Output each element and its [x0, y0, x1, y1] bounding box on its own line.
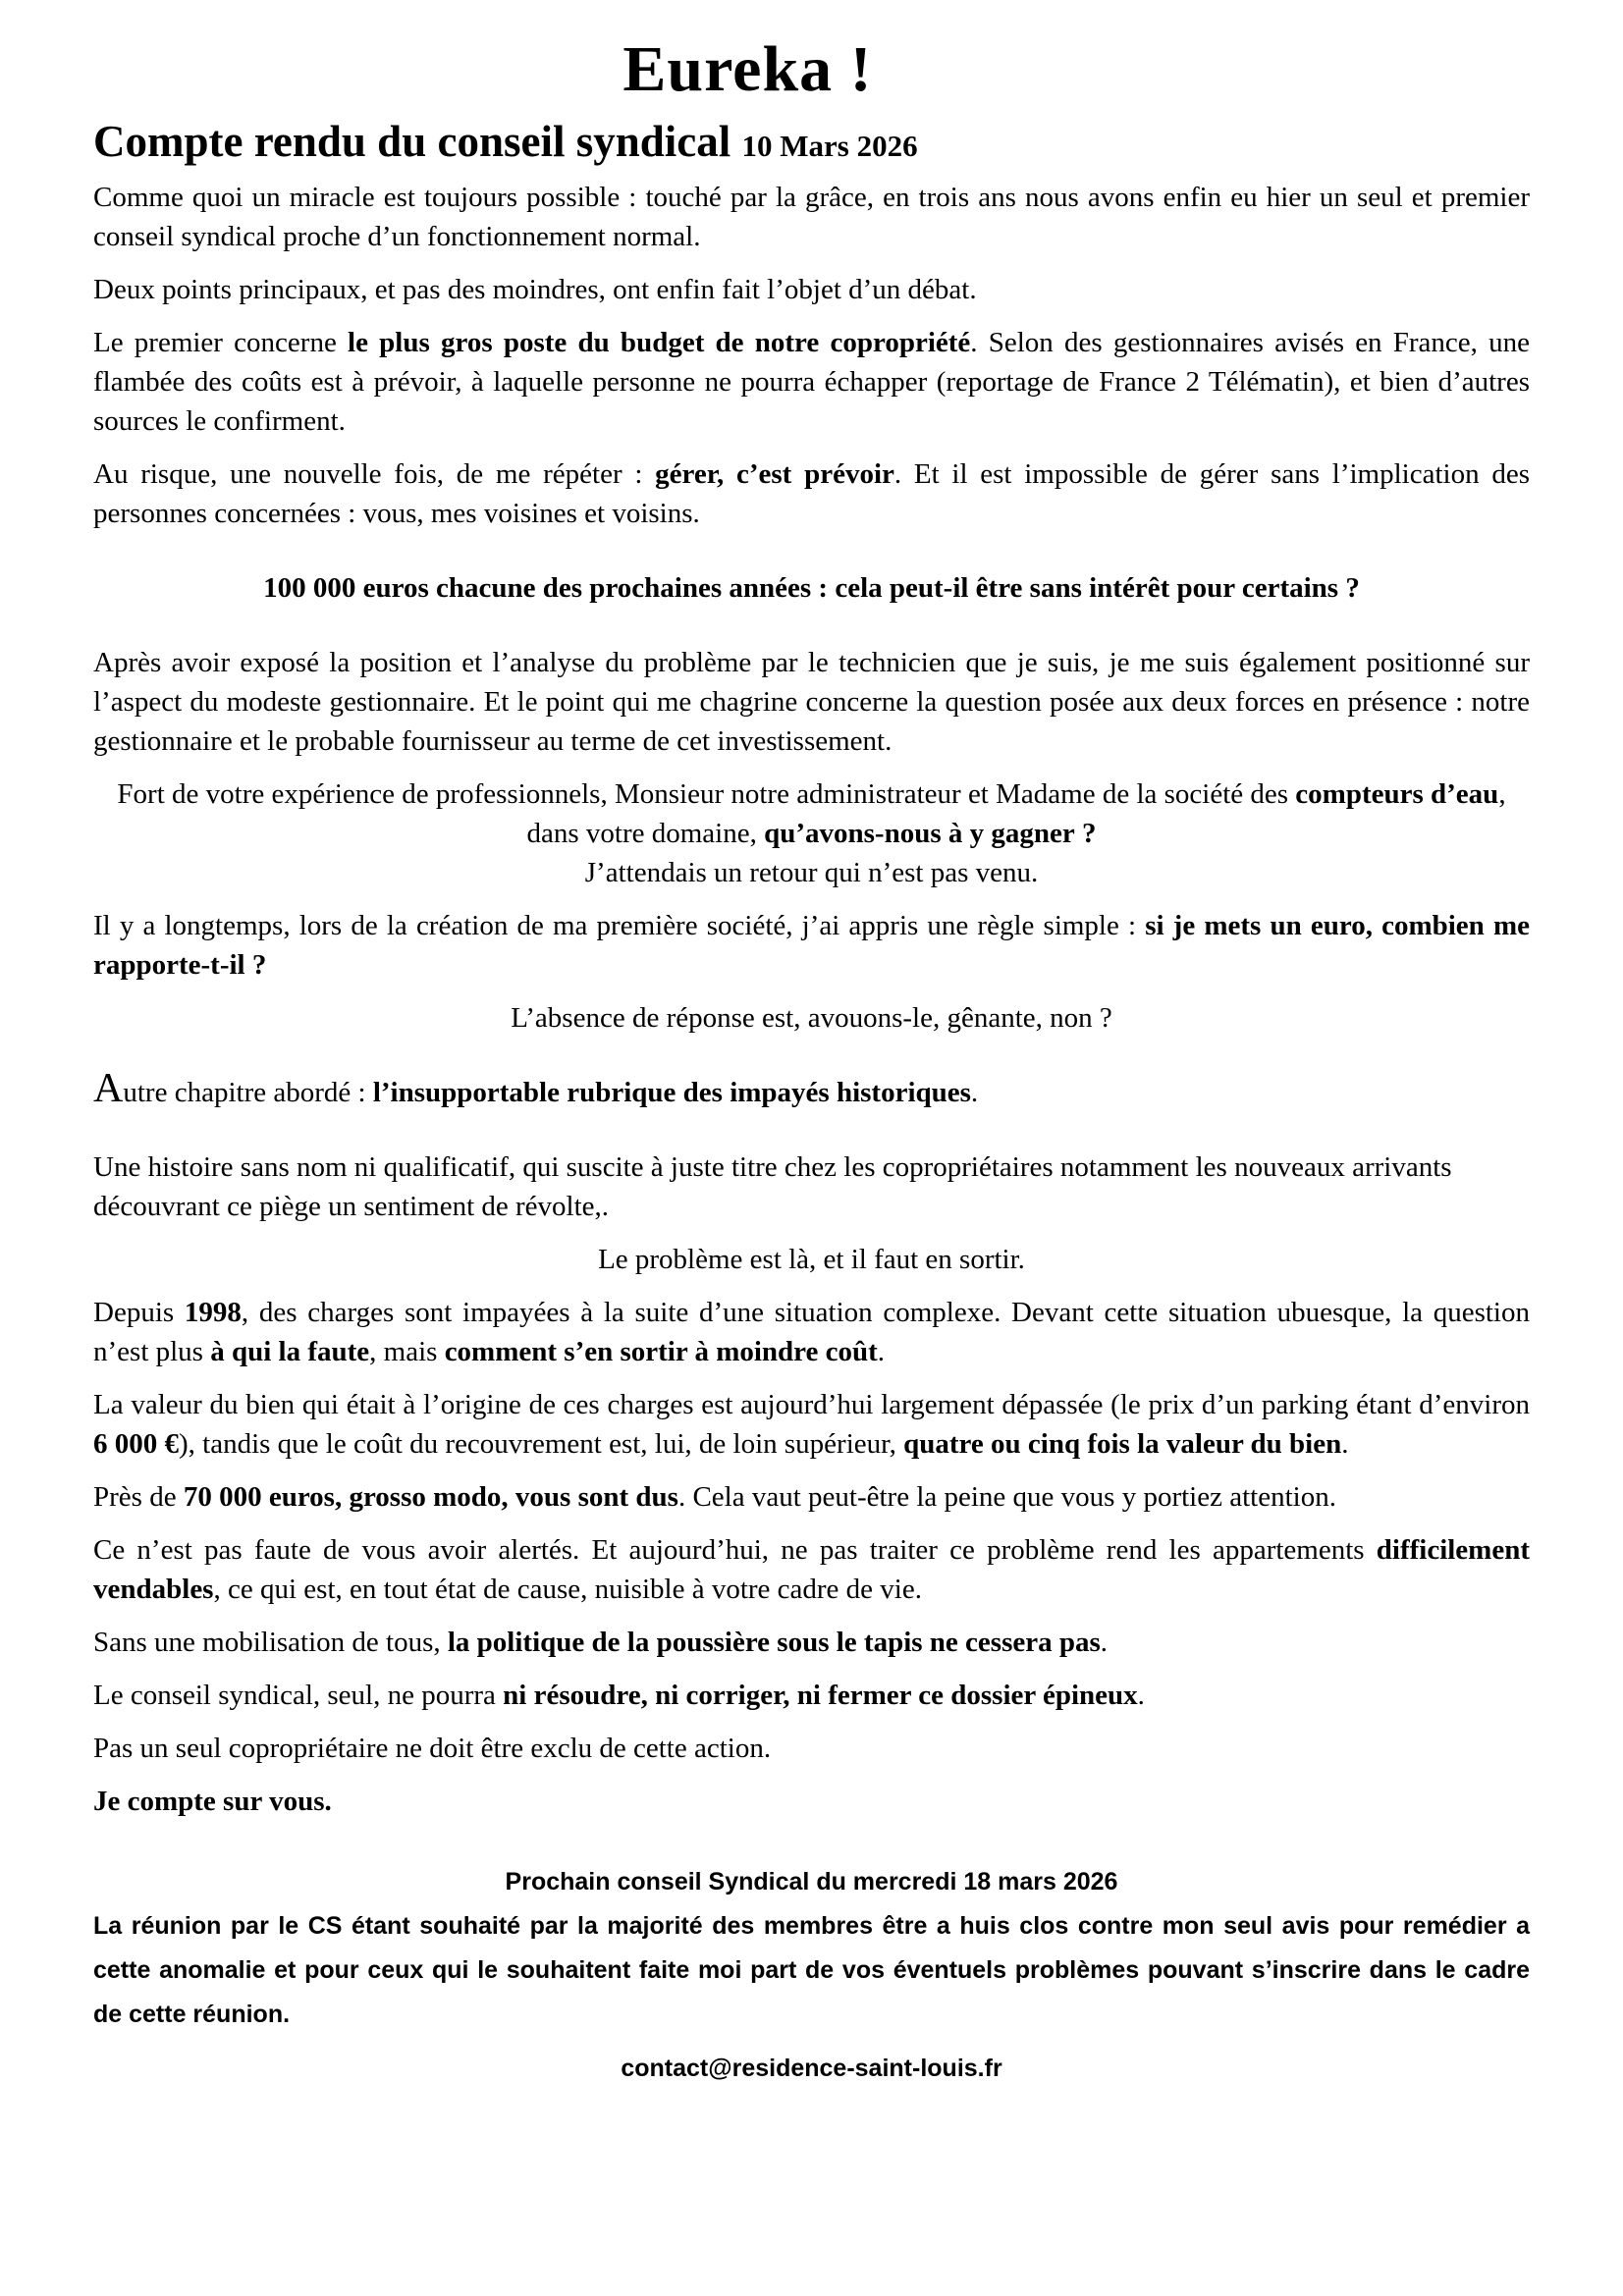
footer-reunion-note: La réunion par le CS étant souhaité par la majorité des membres être a huis clos contre mon seul avis pour remédier a cette anomalie et pour ceux qui le souhaitent faite moi part de vos éventuels problèmes pouvant s’inscrire dans le cadre de cette réunion.	[93, 1912, 1530, 2029]
para-valeur-bien: La valeur du bien qui était à l’origine de ces charges est aujourd’hui largement dépassée (le prix d’un parking étant d’environ 6 000 €), tandis que le coût du recouvrement est, lui, de loin supérieur, quatre ou cinq fois la valeur du bien.	[93, 1388, 1530, 1460]
para-miracle: Comme quoi un miracle est toujours possible : touché par la grâce, en trois ans nous avons enfin eu hier un seul et premier conseil syndical proche d’un fonctionnement normal.	[93, 181, 1530, 252]
para-deux-points: Deux points principaux, et pas des moindres, ont enfin fait l’objet d’un débat.	[93, 273, 977, 305]
para-mobilisation: Sans une mobilisation de tous, la politique de la poussière sous le tapis ne cessera pas.	[93, 1627, 1109, 1658]
footer-section	[93, 1860, 1530, 2091]
document-title: Eureka !	[622, 33, 873, 105]
para-gerer-prevoir: Au risque, une nouvelle fois, de me répéter : gérer, c’est prévoir. Et il est impossible de gérer sans l’implication des personnes concernées : vous, mes voisines et voisins.	[93, 457, 1530, 529]
para-histoire-impayes: Une histoire sans nom ni qualificatif, qui suscite à juste titre chez les copropriétaires notamment les nouveaux arrivants découvrant ce piège un sentiment de révolte,.	[93, 1150, 1452, 1222]
footer-next-meeting: Prochain conseil Syndical du mercredi 18 mars 2026	[505, 1868, 1118, 1896]
para-conseil-seul: Le conseil syndical, seul, ne pourra ni résoudre, ni corriger, ni fermer ce dossier épineux.	[93, 1680, 1145, 1712]
para-depuis-1998: Depuis 1998, des charges sont impayées à la suite d’une situation complexe. Devant cette situation ubuesque, la question n’est plus à qui la faute, mais comment s’en sortir à moindre coût.	[93, 1296, 1530, 1367]
report-date: 10 Mars 2026	[741, 129, 918, 164]
para-aucun-exclu: Pas un seul copropriétaire ne doit être exclu de cette action.	[93, 1733, 772, 1765]
para-70000-euros: Près de 70 000 euros, grosso modo, vous sont dus. Cela vaut peut-être la peine que vous y portiez attention.	[93, 1480, 1336, 1513]
para-absence-reponse: L’absence de réponse est, avouons-le, gênante, non ?	[511, 1001, 1112, 1034]
report-heading-text: Compte rendu du conseil syndical	[93, 117, 731, 167]
callout-100000-euros: 100 000 euros chacune des prochaines années : cela peut-il être sans intérêt pour certains ?	[263, 571, 1360, 604]
para-autre-chapitre: Autre chapitre abordé : l’insupportable rubrique des impayés historiques.	[93, 1065, 979, 1111]
report-heading	[93, 119, 1530, 165]
para-regle-simple: Il y a longtemps, lors de la création de ma première société, j’ai appris une règle simple : si je mets un euro, combien me rapporte-t-il ?	[93, 909, 1530, 981]
para-question-fournisseurs: Fort de votre expérience de professionnels, Monsieur notre administrateur et Madame de la société des compteurs d’eau, dans votre domaine, qu’avons-nous à y gagner ? J’attendais un retour qui n’est pas venu.	[117, 777, 1506, 888]
footer-contact-email: contact@residence-saint-louis.fr	[621, 2055, 1002, 2083]
para-technicien: Après avoir exposé la position et l’analyse du problème par le technicien que je suis, je me suis également positionné sur l’aspect du modeste gestionnaire. Et le point qui me chagrine concerne la question posée aux deux forces en présence : notre gestionnaire et le probable fournisseur au terme de cet investissement.	[93, 646, 1530, 757]
para-je-compte-sur-vous: Je compte sur vous.	[93, 1786, 332, 1818]
para-probleme-en-sortir: Le problème est là, et il faut en sortir.	[598, 1243, 1025, 1275]
para-alertes-vendables: Ce n’est pas faute de vous avoir alertés. Et aujourd’hui, ne pas traiter ce problème rend les appartements difficilement vendables, ce qui est, en tout état de cause, nuisible à votre cadre de vie.	[93, 1533, 1530, 1605]
para-budget: Le premier concerne le plus gros poste du budget de notre copropriété. Selon des gestionnaires avisés en France, une flambée des coûts est à prévoir, à laquelle personne ne pourra échapper (reportage de France 2 Télématin), et bien d’autres sources le confirment.	[93, 326, 1530, 437]
